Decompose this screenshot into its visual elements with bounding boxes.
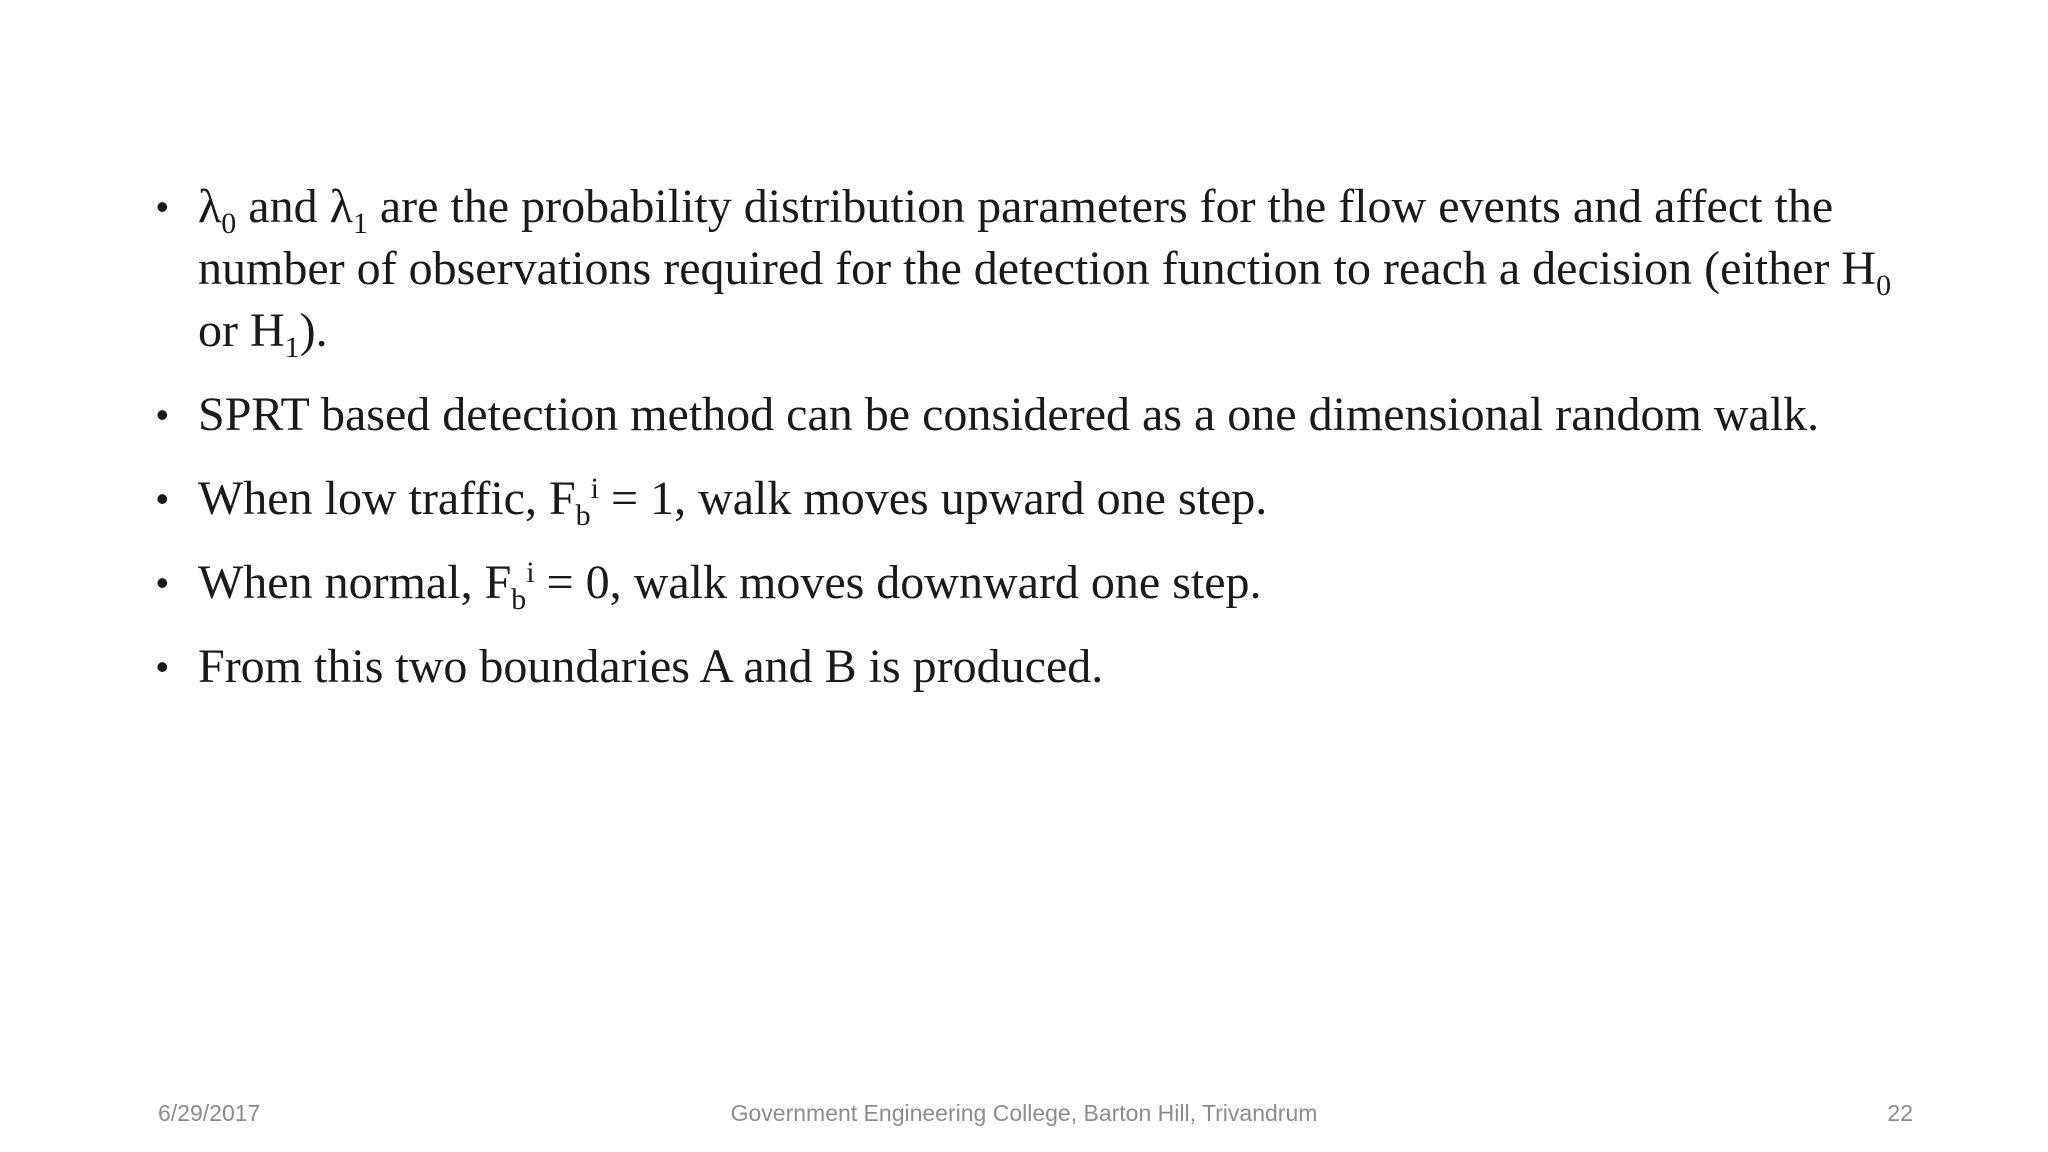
and-text: and <box>236 180 330 233</box>
bullet-dot: • <box>156 394 169 435</box>
bullet-text-end: = 0, walk moves downward one step. <box>534 556 1262 609</box>
bullet-text-end: = 1, walk moves upward one step. <box>599 472 1268 525</box>
bullet-item-sprt <box>150 384 1910 446</box>
bullet-text: From this two boundaries A and B is produced. <box>198 640 1104 693</box>
bullet-text: are the probability distribution parameters for the flow events and affect the number of observations required for the detection function to reach a decision (either H <box>198 180 1877 295</box>
footer-institution: Government Engineering College, Barton Hill, Trivandrum <box>730 1100 1318 1126</box>
or-text: or H <box>198 304 285 357</box>
footer-date: 6/29/2017 <box>158 1100 261 1126</box>
bullet-text: When normal, F <box>198 556 512 609</box>
bullet-text-end: ). <box>299 304 328 357</box>
f-superscript: i <box>590 471 600 505</box>
lambda-subscript-0: 0 <box>221 206 237 240</box>
bullet-item-normal <box>150 552 1910 614</box>
lambda-symbol: λ <box>329 180 353 233</box>
h-subscript-0: 0 <box>1876 268 1892 302</box>
bullet-item-lambda <box>150 176 1910 362</box>
bullet-dot: • <box>156 646 169 687</box>
f-subscript: b <box>511 582 527 616</box>
lambda-subscript-1: 1 <box>352 206 368 240</box>
bullet-text: SPRT based detection method can be considered as a one dimensional random walk. <box>198 388 1820 441</box>
bullet-dot: • <box>156 478 169 519</box>
lambda-symbol: λ <box>198 180 222 233</box>
f-subscript: b <box>575 498 591 532</box>
h-subscript-1: 1 <box>284 330 300 364</box>
footer-page-number: 22 <box>1887 1100 1913 1126</box>
bullet-text: When low traffic, F <box>198 472 576 525</box>
slide-body <box>150 176 1910 720</box>
f-superscript: i <box>526 555 535 589</box>
bullet-item-low-traffic <box>150 468 1910 530</box>
bullet-dot: • <box>156 186 169 227</box>
bullet-item-boundaries <box>150 636 1910 698</box>
bullet-dot: • <box>156 562 169 603</box>
